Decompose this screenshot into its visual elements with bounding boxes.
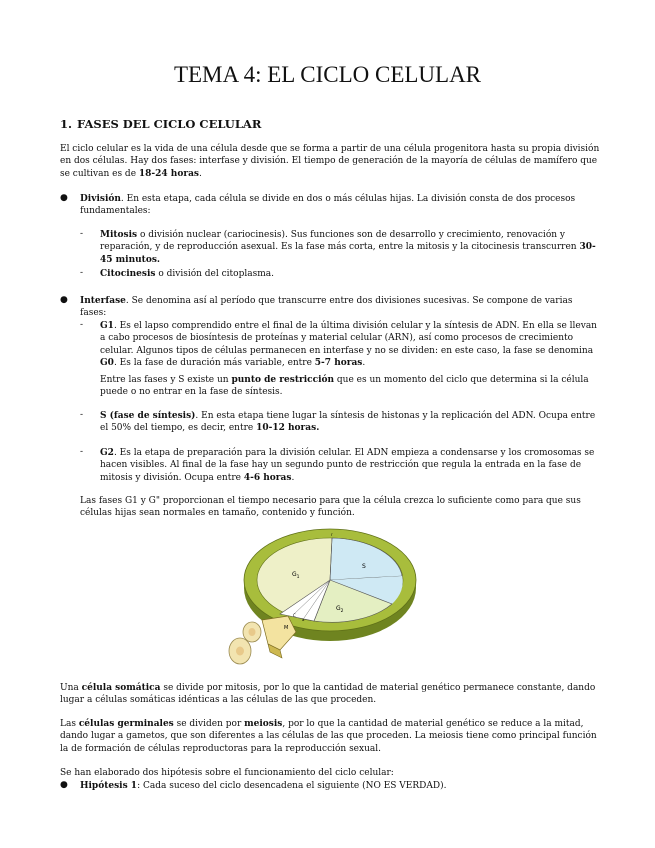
restriction-paragraph: Entre las fases y S existe un punto de restricción que es un momento del ciclo que determina si la célula puede o no entrar en la fase de síntesis. — [100, 375, 589, 398]
g1-label: $G_1$ — [292, 571, 300, 580]
intro-paragraph: El ciclo celular es la vida de una célula desde que se forma a partir de una célula progenitora hasta su propia división en dos células. Hay dos fases: interfase y división. El tiempo de generación de la mayoría de células de mamífero que se cultivan es de 18-24 horas. — [60, 144, 600, 179]
dash-icon: - — [80, 320, 84, 330]
dash-icon: - — [80, 229, 84, 239]
bullet-icon: ● — [60, 295, 68, 305]
g1-paragraph: G1. Es el lapso comprendido entre el final de la última división celular y la síntesis de ADN. En ella se llevan a cabo procesos de biosíntesis de proteínas y material celular (ARN), así como procesos de crecimiento celular. Algunos tipos de células permanecen en interfase y no se dividen: en este caso, la fase se denomina G0. Es la fase de duración más variable, entre 5-7 horas. — [100, 321, 597, 368]
r-label: r — [331, 532, 333, 537]
summary-paragraph: Las fases G1 y G" proporcionan el tiempo necesario para que la célula crezca lo suficiente como para que sus células hijas sean normales en tamaño, contenido y función. — [80, 496, 581, 519]
cell-cycle-diagram — [222, 528, 418, 673]
hypothesis-1: Hipótesis 1: Cada suceso del ciclo desencadena el siguiente (NO ES VERDAD). — [80, 781, 447, 791]
interfase-paragraph: Interfase. Se denomina así al período que transcurre entre dos divisiones sucesivas. Se compone de varias fases: — [80, 296, 573, 319]
somatic-paragraph: Una célula somática se divide por mitosis, por lo que la cantidad de material genético permanece constante, dando lugar a células somáticas idénticas a las células de las que proceden. — [60, 683, 596, 706]
hypotheses-intro: Se han elaborado dos hipótesis sobre el funcionamiento del ciclo celular: — [60, 768, 394, 778]
a-label: a — [302, 617, 305, 622]
mitosis-arrow — [262, 616, 296, 650]
cell-nucleus — [236, 647, 244, 656]
section-heading — [60, 117, 261, 131]
section-number: 1. — [60, 117, 73, 131]
s-phase-paragraph: S (fase de síntesis). En esta etapa tiene lugar la síntesis de histonas y la replicación del ADN. Ocupa entre el 50% del tiempo, es decir, entre 10-12 horas. — [100, 411, 596, 434]
page-title: TEMA 4: EL CICLO CELULAR — [173, 62, 482, 87]
dash-icon: - — [80, 447, 84, 457]
bullet-icon: ● — [60, 193, 68, 203]
dash-icon: - — [80, 268, 84, 278]
mitosis-paragraph: Mitosis o división nuclear (cariocinesis). Sus funciones son de desarrollo y crecimiento, renovación y reparación, y de reproducción asexual. Es la fase más corta, entre la mitosis y la citocinesis transcurren 30-45 minutos. — [100, 230, 596, 265]
c-label: C — [293, 613, 296, 618]
m-label: M — [284, 625, 289, 631]
g2-label: $G_2$ — [336, 605, 344, 614]
bullet-icon: ● — [60, 780, 68, 790]
cell-nucleus — [249, 628, 256, 636]
section-title: FASES DEL CICLO CELULAR — [77, 117, 262, 131]
citocinesis-paragraph: Citocinesis o división del citoplasma. — [100, 269, 274, 279]
division-paragraph: División. En esta etapa, cada célula se divide en dos o más células hijas. La división consta de dos procesos fundamentales: — [80, 194, 576, 217]
germ-paragraph: Las células germinales se dividen por meiosis, por lo que la cantidad de material genético se reduce a la mitad, dando lugar a gametos, que son diferentes a las células de las que proceden. La meiosis tiene como principal función la de formación de células reproductoras para la reproducción sexual. — [60, 719, 597, 754]
dash-icon: - — [80, 410, 84, 420]
s-label: S — [362, 563, 366, 570]
g2-paragraph: G2. Es la etapa de preparación para la división celular. El ADN empieza a condensarse y los cromosomas se hacen visibles. Al final de la fase hay un segundo punto de restricción que regula la entrada en la fase de mitosis y división. Ocupa entre 4-6 horas. — [100, 448, 595, 483]
